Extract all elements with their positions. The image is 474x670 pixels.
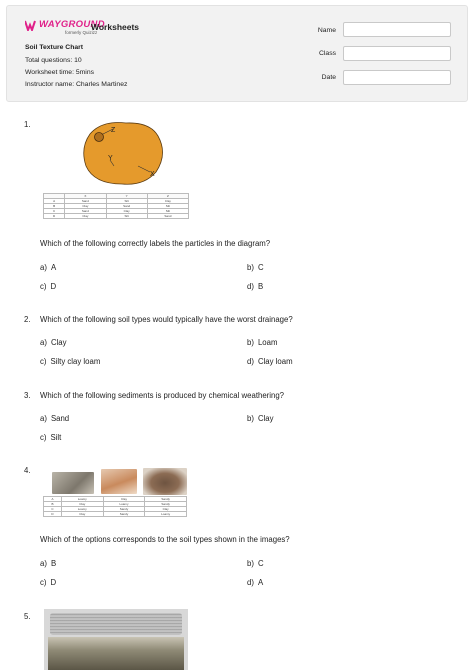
option-text: C <box>257 559 264 568</box>
soil-jar-photo <box>44 609 188 670</box>
option-letter: b) <box>247 338 254 347</box>
table-cell: Clay <box>145 507 187 512</box>
table-cell: Clay <box>61 502 103 507</box>
option-text: A <box>50 263 57 272</box>
worksheet-title: Soil Texture Chart <box>25 44 84 51</box>
option-d[interactable] <box>247 282 263 291</box>
soil-photo-3 <box>143 468 187 495</box>
table-cell: Silt <box>147 209 188 214</box>
answer-key-table <box>43 193 189 219</box>
option-letter: a) <box>40 414 47 423</box>
option-text: A <box>257 578 264 587</box>
class-label: Class <box>319 50 336 57</box>
answer-key-table <box>43 496 187 517</box>
date-field[interactable] <box>343 70 451 85</box>
table-row <box>44 214 189 219</box>
table-cell: D <box>44 214 65 219</box>
name-field[interactable] <box>343 22 451 37</box>
option-letter: c) <box>40 578 47 587</box>
question-number: 1. <box>24 120 31 129</box>
table-cell: Silt <box>106 214 147 219</box>
worksheet-header <box>6 5 468 102</box>
wayground-logo-icon <box>25 20 37 31</box>
option-letter: c) <box>40 282 47 291</box>
table-cell: C <box>44 507 62 512</box>
name-label: Name <box>317 27 336 34</box>
table-cell: Sandy <box>145 502 187 507</box>
table-cell: Loamy <box>61 497 103 502</box>
table-cell: Clay <box>147 199 188 204</box>
option-letter: d) <box>247 578 254 587</box>
date-label: Date <box>321 74 336 81</box>
question-text: Which of the options corresponds to the soil types shown in the images? <box>40 535 290 544</box>
brand-subtitle: formerly Quizizz <box>65 30 98 35</box>
option-text: Sand <box>50 414 70 423</box>
table-cell: D <box>44 512 62 517</box>
table-row <box>44 512 187 517</box>
question-text: Which of the following sediments is produced by chemical weathering? <box>40 391 284 400</box>
jar-lid <box>50 613 182 635</box>
option-letter: d) <box>247 357 254 366</box>
option-text: Clay loam <box>257 357 293 366</box>
question-number: 3. <box>24 391 31 400</box>
option-letter: b) <box>247 414 254 423</box>
option-text: Silty clay loam <box>50 357 101 366</box>
option-letter: b) <box>247 263 254 272</box>
table-cell: Loamy <box>103 502 145 507</box>
soil-photo-2 <box>101 469 137 494</box>
table-cell: Sand <box>65 199 106 204</box>
option-letter: b) <box>247 559 254 568</box>
option-text: B <box>50 559 57 568</box>
option-text: Clay <box>50 338 67 347</box>
instructor-name: Instructor name: Charles Martinez <box>25 81 128 88</box>
option-c[interactable] <box>40 282 56 291</box>
table-cell: C <box>44 209 65 214</box>
table-cell: Silt <box>147 204 188 209</box>
soil-photo-1 <box>52 472 94 494</box>
option-d[interactable] <box>247 357 293 366</box>
option-d[interactable] <box>247 578 263 587</box>
table-cell: B <box>44 204 65 209</box>
table-cell: Clay <box>103 497 145 502</box>
question-number: 5. <box>24 612 31 621</box>
brand-name: WAYGROUND <box>39 19 105 30</box>
option-letter: c) <box>40 433 47 442</box>
table-cell: Sandy <box>103 512 145 517</box>
table-cell: A <box>44 497 62 502</box>
option-c[interactable] <box>40 433 61 442</box>
option-b[interactable] <box>247 414 274 423</box>
option-text: Silt <box>50 433 62 442</box>
table-header: X <box>65 194 106 199</box>
option-letter: a) <box>40 263 47 272</box>
option-text: Loam <box>257 338 278 347</box>
question-number: 4. <box>24 466 31 475</box>
option-a[interactable] <box>40 263 56 272</box>
table-cell: Clay <box>65 204 106 209</box>
table-cell: Clay <box>61 512 103 517</box>
table-cell: Clay <box>106 209 147 214</box>
table-cell: Loamy <box>61 507 103 512</box>
table-cell: Sandy <box>145 497 187 502</box>
table-cell: Sandy <box>103 507 145 512</box>
option-a[interactable] <box>40 559 56 568</box>
table-cell: Sand <box>147 214 188 219</box>
option-letter: d) <box>247 282 254 291</box>
diagram-label-x: X <box>150 171 155 178</box>
option-text: D <box>50 282 57 291</box>
question-text: Which of the following correctly labels the particles in the diagram? <box>40 239 271 248</box>
worksheets-label: Worksheets <box>91 22 140 32</box>
option-b[interactable] <box>247 338 277 347</box>
table-cell: Sand <box>106 204 147 209</box>
table-cell: Clay <box>65 214 106 219</box>
total-questions: Total questions: 10 <box>25 57 82 64</box>
worksheet-time: Worksheet time: 5mins <box>25 69 94 76</box>
option-a[interactable] <box>40 338 67 347</box>
table-cell: Loamy <box>145 512 187 517</box>
option-text: D <box>50 578 57 587</box>
question-number: 2. <box>24 315 31 324</box>
diagram-label-y: Y <box>108 155 113 162</box>
option-c[interactable] <box>40 357 100 366</box>
table-cell: Sand <box>65 209 106 214</box>
option-b[interactable] <box>247 559 264 568</box>
table-cell: Silt <box>106 199 147 204</box>
option-a[interactable] <box>40 414 69 423</box>
soil-particle-diagram <box>80 120 172 186</box>
option-letter: c) <box>40 357 47 366</box>
class-field[interactable] <box>343 46 451 61</box>
option-text: B <box>257 282 264 291</box>
question-text: Which of the following soil types would typically have the worst drainage? <box>40 315 293 324</box>
option-letter: a) <box>40 338 47 347</box>
table-cell: B <box>44 502 62 507</box>
option-text: Clay <box>257 414 274 423</box>
option-c[interactable] <box>40 578 56 587</box>
option-b[interactable] <box>247 263 264 272</box>
table-header: Z <box>147 194 188 199</box>
table-header: Y <box>106 194 147 199</box>
jar-soil-layers <box>48 637 184 670</box>
option-letter: a) <box>40 559 47 568</box>
diagram-label-z: Z <box>111 127 116 134</box>
option-text: C <box>257 263 264 272</box>
table-cell: A <box>44 199 65 204</box>
